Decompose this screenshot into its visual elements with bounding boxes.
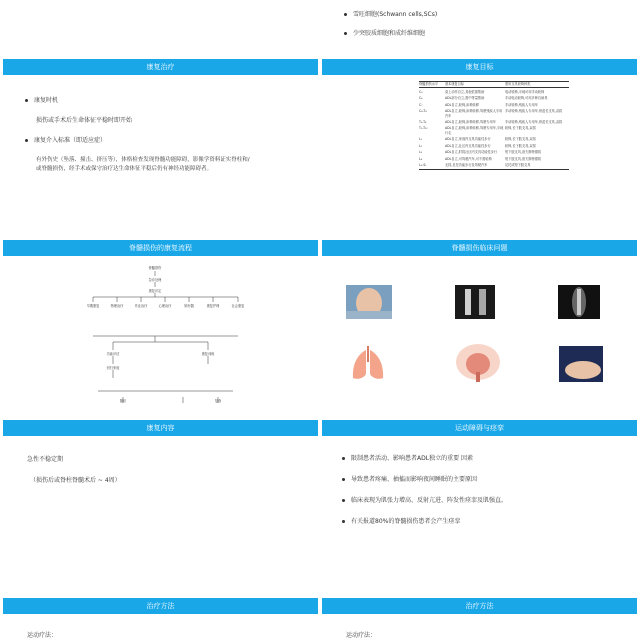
- goal-table-cell: C₅: [419, 89, 423, 94]
- slide-title: 治疗方法: [3, 598, 318, 614]
- bullet-criteria: 康复介入标准（即适应症）: [25, 136, 106, 145]
- goal-table-cell: 手动轮椅,残疾人专用车: [505, 102, 538, 107]
- flow-node-recheck: 复查: [214, 399, 222, 403]
- goal-table-cell: 无拐,足托功能步行及驾驶汽车: [445, 162, 488, 167]
- goal-table-cell: 手动轮椅,残疾人专用车,骨盆长支具,双拐: [505, 108, 563, 113]
- goal-table-cell: ADL自立,可驾驶汽车,可不需轮椅: [445, 156, 492, 161]
- slide-top-right: [322, 0, 637, 50]
- slide-title: 康复目标: [322, 59, 637, 75]
- goal-table: [419, 81, 569, 231]
- slide-title: 脊髓损伤的康复流程: [3, 240, 318, 256]
- slide-rehab-treatment: [3, 59, 318, 234]
- flow-node-social: 社会康复: [231, 304, 245, 308]
- goal-table-row: [419, 120, 569, 125]
- goal-table-row: [419, 163, 569, 168]
- flow-node-psych: 心理治疗: [158, 304, 172, 308]
- goal-table-cell: 轮椅,长下肢支具,双拐: [505, 143, 536, 148]
- slide-title: 运动障碍与痉挛: [322, 420, 637, 436]
- slide-title: 康复内容: [3, 420, 318, 436]
- acute-phase-detail: （损伤后或脊柱脊髓术后 ~ 4周）: [30, 477, 121, 484]
- goal-table-cell: L₁: [419, 137, 423, 142]
- goal-table-cell: L₄: [419, 156, 423, 161]
- goal-table-cell: ADL自立,轮椅,床椅转移,驾驶残疾人专用汽车: [445, 108, 503, 118]
- flow-node-assessment: 康复评定: [148, 289, 162, 293]
- slide-top-left: [3, 0, 318, 50]
- slide-rehab-content: [3, 420, 318, 595]
- goal-table-row: [419, 103, 569, 108]
- exercise-therapy: 运动疗法：: [27, 632, 58, 639]
- goal-table-cell: 电动轮椅,平地可用手动轮椅: [505, 89, 545, 94]
- flow-node-injury: 脊髓损伤: [148, 266, 162, 270]
- goal-table-cell: C₇: [419, 102, 423, 107]
- goal-table-header: 脊髓损伤水平 基本康复目标 需用支具轮椅种类: [419, 82, 531, 86]
- goal-table-cell: C₆: [419, 96, 423, 101]
- flow-node-orthosis: 矫形器: [184, 304, 194, 308]
- bullet-schwann: 雪旺细胞(Schwann cells,SCs): [344, 10, 437, 19]
- goal-table-cell: ADL自立,轮椅,床椅转移,驾驶专用车: [445, 119, 496, 124]
- flowchart: [3, 256, 318, 415]
- slide-method-right: [322, 598, 637, 640]
- pressure-sore-icon: [559, 346, 603, 382]
- goal-table-cell: T₉-T₁₂: [419, 126, 428, 131]
- goal-table-cell: ADL自立,社区内支具功能性步行: [445, 143, 491, 148]
- goal-table-cell: 短下肢支具,洛夫斯特德拐: [505, 150, 542, 155]
- goal-table-row: [419, 144, 569, 149]
- spasm-bullet-4: 有关报道80%的脊髓损伤患者会产生痉挛: [342, 517, 460, 526]
- exercise-therapy: 运动疗法：: [346, 632, 377, 639]
- goal-table-row: [419, 150, 569, 155]
- goal-table-row: [419, 137, 569, 142]
- acute-phase: 急性不稳定期: [27, 456, 64, 463]
- slide-title: 康复治疗: [3, 59, 318, 75]
- goal-table-row: [419, 157, 569, 162]
- goal-table-cell: 桌上动作自立,其他依靠帮助: [445, 89, 485, 94]
- goal-table-cell: L₂: [419, 143, 423, 148]
- goal-table-cell: ADL自立,家庭内支具功能性步行: [445, 137, 491, 142]
- goal-table-cell: 手动轮椅,残疾人专用车,骨盆长支具,双拐: [505, 119, 563, 124]
- spine-mri-icon: [558, 285, 600, 319]
- goal-table-body: [419, 90, 569, 168]
- goal-table-row: [419, 109, 569, 118]
- timing-detail: 损伤或手术后生命体征平稳时即开始: [36, 117, 133, 124]
- spasm-bullet-1: 限制患者活动、影响患者ADL独立的重要 因素: [342, 454, 473, 463]
- bladder-icon: [454, 342, 502, 382]
- goal-table-cell: 短下肢支具,洛夫斯特德拐: [505, 156, 542, 161]
- goal-table-cell: C₈-T₄: [419, 108, 427, 113]
- spasm-bullet-3: 临床表现为肌张力增高、反射亢进、阵发性痉挛及肌强直。: [342, 496, 507, 505]
- criteria-detail-1: 有外伤史（坠落、撞击、挤压等），体格检查发现脊髓功能障碍，影像学资料证实脊柱和/: [36, 157, 250, 163]
- goal-table-cell: ADL部分自立,需中等量帮助: [445, 96, 485, 101]
- flow-node-home: 回归家庭: [106, 366, 120, 370]
- goal-table-cell: 轮椅,长下肢支具,双拐: [505, 126, 536, 131]
- goal-table-cell: 轮椅,长下肢支具,双拐: [505, 137, 536, 142]
- slide-title: 脊髓损伤临床问题: [322, 240, 637, 256]
- flow-node-pt: 物理治疗: [110, 304, 124, 308]
- goal-table-cell: 手动电动轮椅,可用多种自助具: [505, 96, 548, 101]
- slide-rehab-goal: [322, 59, 637, 234]
- slide-movement-spasm: [322, 420, 637, 595]
- flow-node-training: 康复训练: [201, 352, 215, 356]
- goal-table-row: [419, 126, 569, 135]
- slide-rehab-flow: [3, 240, 318, 415]
- flow-node-function: 功能评估: [106, 352, 120, 356]
- goal-table-row: [419, 90, 569, 95]
- slide-method-left: [3, 598, 318, 640]
- lungs-icon: [348, 346, 388, 382]
- goal-table-cell: ADL自立,肘拐社区内支具功能性步行: [445, 150, 498, 155]
- slide-title: 治疗方法: [322, 598, 637, 614]
- spasm-bullet-2: 导致患者疼痛、抽搐而影响夜间睡眠的主要原因: [342, 475, 477, 484]
- goal-table-cell: T₅-T₈: [419, 119, 427, 124]
- goal-table-row: [419, 96, 569, 101]
- slide-clinical-problems: [322, 240, 637, 415]
- bullet-oligo: 少突胶质细胞和成纤维细胞: [344, 29, 425, 38]
- flow-node-followup: 随访: [119, 399, 127, 403]
- flow-node-ot: 作业治疗: [134, 304, 148, 308]
- goal-table-cell: 足托或短下肢支具: [505, 162, 531, 167]
- goal-table-cell: L₃: [419, 150, 423, 155]
- spine-xray-icon: [455, 285, 495, 319]
- goal-table-cell: ADL自立,轮椅,床椅转移,驾驶专用车,平地行走: [445, 126, 504, 135]
- goal-table-cell: L₅-S₁: [419, 162, 427, 167]
- patient-photo-icon: [346, 285, 392, 319]
- flow-node-early: 早期康复: [86, 304, 100, 308]
- flow-node-nursing: 康复护理: [206, 304, 220, 308]
- criteria-detail-2: 或脊髓损伤，经手术或保守治疗达生命体征平稳后仍有神经功能障碍者。: [36, 166, 213, 172]
- flow-node-emergency: 急诊处理: [148, 278, 162, 282]
- goal-table-cell: ADL自立,轮椅,床椅转移: [445, 102, 479, 107]
- bullet-timing: 康复时机: [25, 96, 58, 105]
